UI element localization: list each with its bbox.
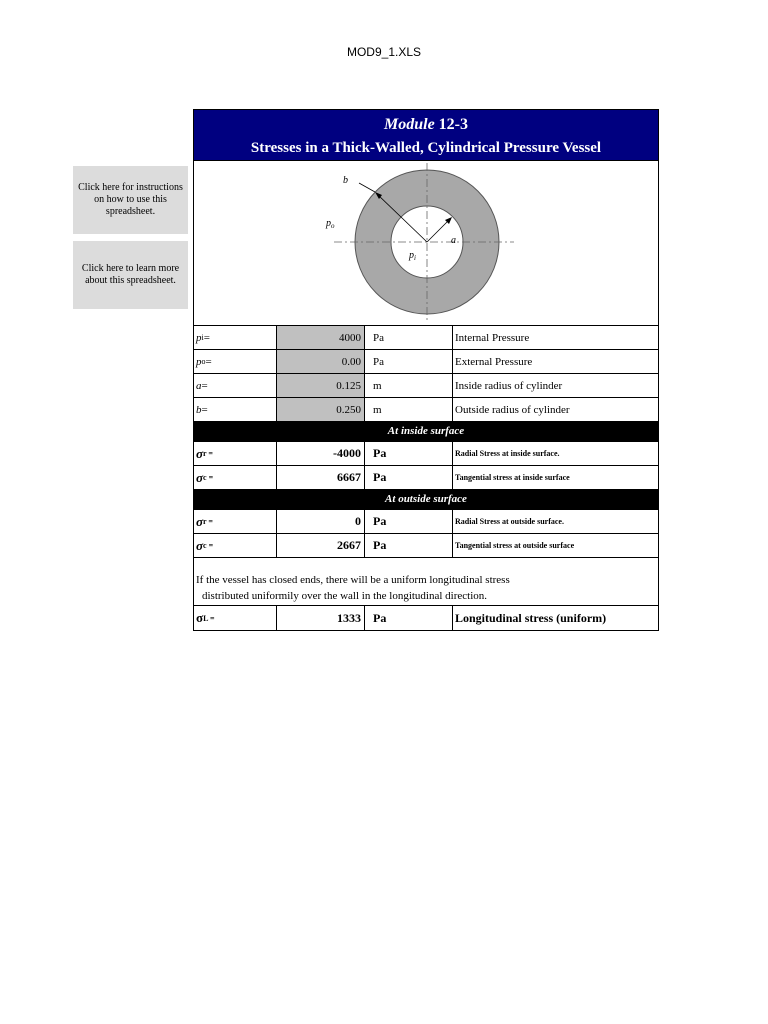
- description: Radial Stress at inside surface.: [455, 449, 560, 458]
- cylinder-cross-section-figure: [194, 161, 658, 325]
- input-value-cell[interactable]: 0.00: [277, 350, 365, 373]
- equals: =: [201, 403, 208, 416]
- symbol: p: [196, 355, 202, 368]
- vessel-diagram: [194, 161, 658, 326]
- sheet-subtitle: Stresses in a Thick-Walled, Cylindrical Pressure Vessel: [250, 140, 602, 156]
- symbol-cell: [194, 326, 277, 349]
- unit: Pa: [365, 350, 453, 373]
- calculator-sheet: [193, 109, 659, 631]
- label-po-sub: o: [331, 222, 335, 230]
- symbol-cell: [194, 350, 277, 373]
- label-pi-sub: i: [414, 254, 416, 262]
- symbol: σ: [196, 537, 204, 553]
- unit: m: [365, 374, 453, 397]
- symbol: σ: [196, 513, 204, 529]
- unit: Pa: [365, 534, 453, 557]
- symbol-subscript: L =: [203, 613, 215, 623]
- input-value-cell[interactable]: 0.125: [277, 374, 365, 397]
- svg-text:po: [325, 218, 335, 230]
- result-value: -4000: [277, 442, 365, 465]
- symbol: p: [196, 331, 202, 344]
- description: Internal Pressure: [455, 331, 530, 344]
- symbol-cell: [194, 534, 277, 557]
- outside-row: [194, 510, 658, 534]
- result-value: 0: [277, 510, 365, 533]
- longitudinal-stress-value: 1333: [277, 606, 365, 630]
- symbol-cell: [194, 510, 277, 533]
- symbol-cell: [194, 398, 277, 421]
- symbol-subscript: i: [201, 333, 204, 342]
- description: Radial Stress at outside surface.: [455, 517, 564, 526]
- symbol-cell: [194, 442, 277, 465]
- label-pi: p: [409, 250, 414, 261]
- label-b: b: [343, 175, 348, 186]
- sheet-title: [194, 110, 658, 161]
- unit: m: [365, 398, 453, 421]
- description: Tangential stress at outside surface: [455, 541, 575, 550]
- band-outside-surface: At outside surface: [194, 490, 658, 510]
- symbol-cell: [194, 374, 277, 397]
- closed-ends-note: [194, 558, 658, 606]
- symbol-subscript: r =: [203, 449, 213, 458]
- inside-row: [194, 466, 658, 490]
- module-number: 12-3: [434, 116, 468, 133]
- learn-more-button-label: Click here to learn more about this spreadsheet.: [81, 263, 180, 286]
- note-line-2: distributed uniformily over the wall in the longitudinal direction.: [202, 590, 488, 602]
- unit: Pa: [365, 326, 453, 349]
- symbol-subscript: c =: [203, 473, 214, 482]
- symbol: σ: [196, 469, 204, 485]
- symbol-subscript: c =: [203, 541, 214, 550]
- page-header-filename: MOD9_1.XLS: [346, 45, 422, 59]
- result-value: 2667: [277, 534, 365, 557]
- equals: =: [205, 355, 212, 368]
- equals: =: [203, 331, 210, 344]
- symbol: a: [196, 379, 202, 392]
- input-value-cell[interactable]: 4000: [277, 326, 365, 349]
- symbol-subscript: r =: [203, 517, 213, 526]
- label-po: p: [326, 218, 331, 229]
- inputs-row: [194, 326, 658, 350]
- equals: =: [201, 379, 208, 392]
- description: Tangential stress at inside surface: [455, 473, 570, 482]
- symbol: σ: [196, 445, 204, 461]
- description: Inside radius of cylinder: [455, 379, 563, 392]
- description: Outside radius of cylinder: [455, 403, 570, 416]
- inside-row: [194, 442, 658, 466]
- band-inside-surface: At inside surface: [194, 422, 658, 442]
- longitudinal-stress-row: [194, 606, 658, 630]
- inputs-row: [194, 398, 658, 422]
- inputs-row: [194, 374, 658, 398]
- result-value: 6667: [277, 466, 365, 489]
- instructions-button[interactable]: [73, 166, 188, 234]
- description: External Pressure: [455, 355, 533, 368]
- symbol: b: [196, 403, 202, 416]
- unit: Pa: [365, 606, 453, 630]
- symbol: σ: [196, 610, 204, 625]
- input-value-cell[interactable]: 0.250: [277, 398, 365, 421]
- label-a: a: [451, 235, 456, 246]
- symbol-cell: [194, 466, 277, 489]
- instructions-button-label: Click here for instructions on how to use this spreadsheet.: [78, 182, 183, 217]
- unit: Pa: [365, 466, 453, 489]
- note-line-1: If the vessel has closed ends, there will be a uniform longitudinal stress: [196, 574, 510, 586]
- unit: Pa: [365, 442, 453, 465]
- unit: Pa: [365, 510, 453, 533]
- outside-row: [194, 534, 658, 558]
- inputs-row: [194, 350, 658, 374]
- learn-more-button[interactable]: [73, 241, 188, 309]
- symbol-subscript: o: [201, 357, 206, 366]
- description: Longitudinal stress (uniform): [455, 610, 607, 625]
- module-word: Module: [384, 116, 435, 133]
